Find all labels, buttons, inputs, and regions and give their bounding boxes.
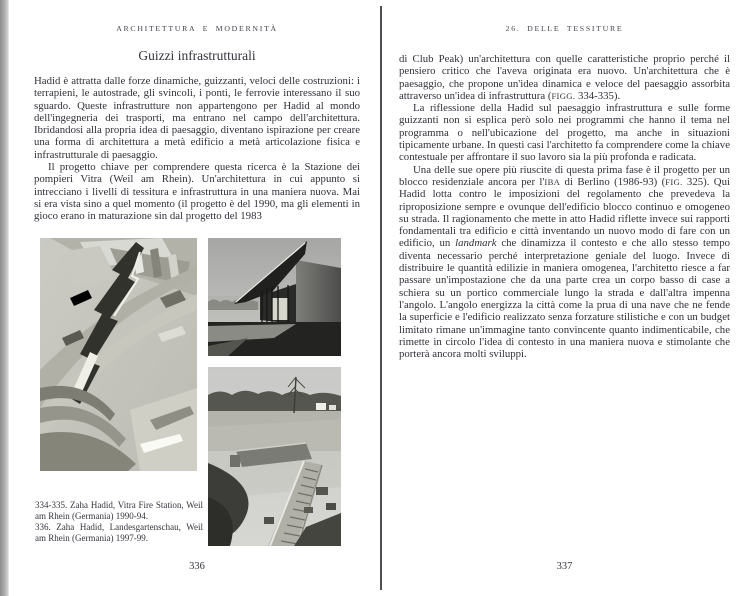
caption-figures-334-335: 334-335. Zaha Hadid, Vitra Fire Station, Weil am Rhein (Germania) 1990-94. <box>35 500 203 521</box>
running-header-right: 26. DELLE TESSITURE <box>505 24 624 33</box>
page-number-left: 336 <box>189 561 205 572</box>
body-text-right <box>399 53 730 360</box>
figure-captions <box>35 500 203 544</box>
page-left <box>9 0 380 596</box>
figure-334-vitra-painting <box>40 238 197 471</box>
figure-336-landesgartenschau-photo <box>208 367 341 546</box>
page-number-right: 337 <box>556 561 573 572</box>
paragraph: Hadid è attratta dalle forze dinamiche, guizzanti, veloci delle costruzioni: i terrapieni, le autostrade, gli svincoli, i ponti, le ferrovie interessano il suo sguardo. Queste infrastrutture non appartengono per Hadid al mondo dell'ingegneria dei trasporti, ma entrano nel campo dell'architettura. Ibridandosi alla propria idea di paesaggio, diventano ispirazione per creare una forma di architettura a metà edificio a metà articolazione fisica e infrastrutturale di paesaggio. <box>34 75 360 161</box>
book-spine-edge <box>0 0 9 596</box>
caption-figure-336: 336. Zaha Hadid, Landesgartenschau, Weil am Rhein (Germania) 1997-99. <box>35 521 203 543</box>
paragraph: di Club Peak) un'architettura con quelle caratteristiche proprio perché il pensiero critico che l'aveva originata era nuovo. Un'architettura che è paesaggio, che propone un'idea dinamica e veloce del paesaggio assorbita attraverso un'idea di infrastruttura (FIGG. 334-335). <box>399 53 730 102</box>
page-right <box>382 0 752 596</box>
paragraph: Una delle sue opere più riuscite di questa prima fase è il progetto per un blocco residenziale ancora per l'IBA di Berlino (1986-93) (FIG. 325). Qui Hadid lotta contro le imposizioni del regolamento che prevedeva la riproposizione sempre e ovunque dell'edificio blocco continuo e omogeneo su strada. Il ragionamento che mette in atto Hadid riflette invece sui rapporti fondamentali tra edificio e città inventando un nuovo modo di fare con un edificio, un landmark che dinamizza il contesto e che allo stesso tempo diventa necessario perché interpretazione geniale del luogo. Invece di distribuire le quantità edilizie in maniera omogenea, l'architetto riesce a far passare un'impostazione che da una parte crea un corpo basso di case a schiera su un portico commerciale lungo la strada e dall'altra impenna l'angolo. L'angolo energizza la città come la prua di una nave che ne fende la superficie e l'edificio realizzato senza forzature stilistiche e con un budget limitato rimane un'immagine tanto convincente quanto indimenticabile, che rimette in circolo l'idea di contesto in una maniera nuova e stimolante che porterà ancora molti sviluppi. <box>399 163 730 361</box>
body-text-left <box>34 75 360 223</box>
paragraph: La riflessione della Hadid sul paesaggio infrastruttura e sulle forme guizzanti non si esplica però solo nei programmi che hanno il tema nel programma o nell'ubicazione del progetto, ma anche in situazioni tipicamente urbane. In questi casi l'architetto fa comprendere come la chiave contestuale per affrontare il suo lavoro sia la più profonda e radicata. <box>399 102 730 164</box>
figure-335-vitra-fire-station-photo <box>208 238 341 356</box>
paragraph: Il progetto chiave per comprendere questa ricerca è la Stazione dei pompieri Vitra (Weil am Rhein). Un'architettura in cui appunto si intrecciano i livelli di tessitura e infrastruttura in una maniera nuova. Mai si era vista sino a quel momento (il progetto è del 1990, ma gli elementi in gioco erano in maturazione sin dal progetto del 1983 <box>34 161 360 223</box>
section-title: Guizzi infrastrutturali <box>138 48 256 63</box>
running-header-left: ARCHITETTURA E MODERNITÀ <box>116 24 278 33</box>
